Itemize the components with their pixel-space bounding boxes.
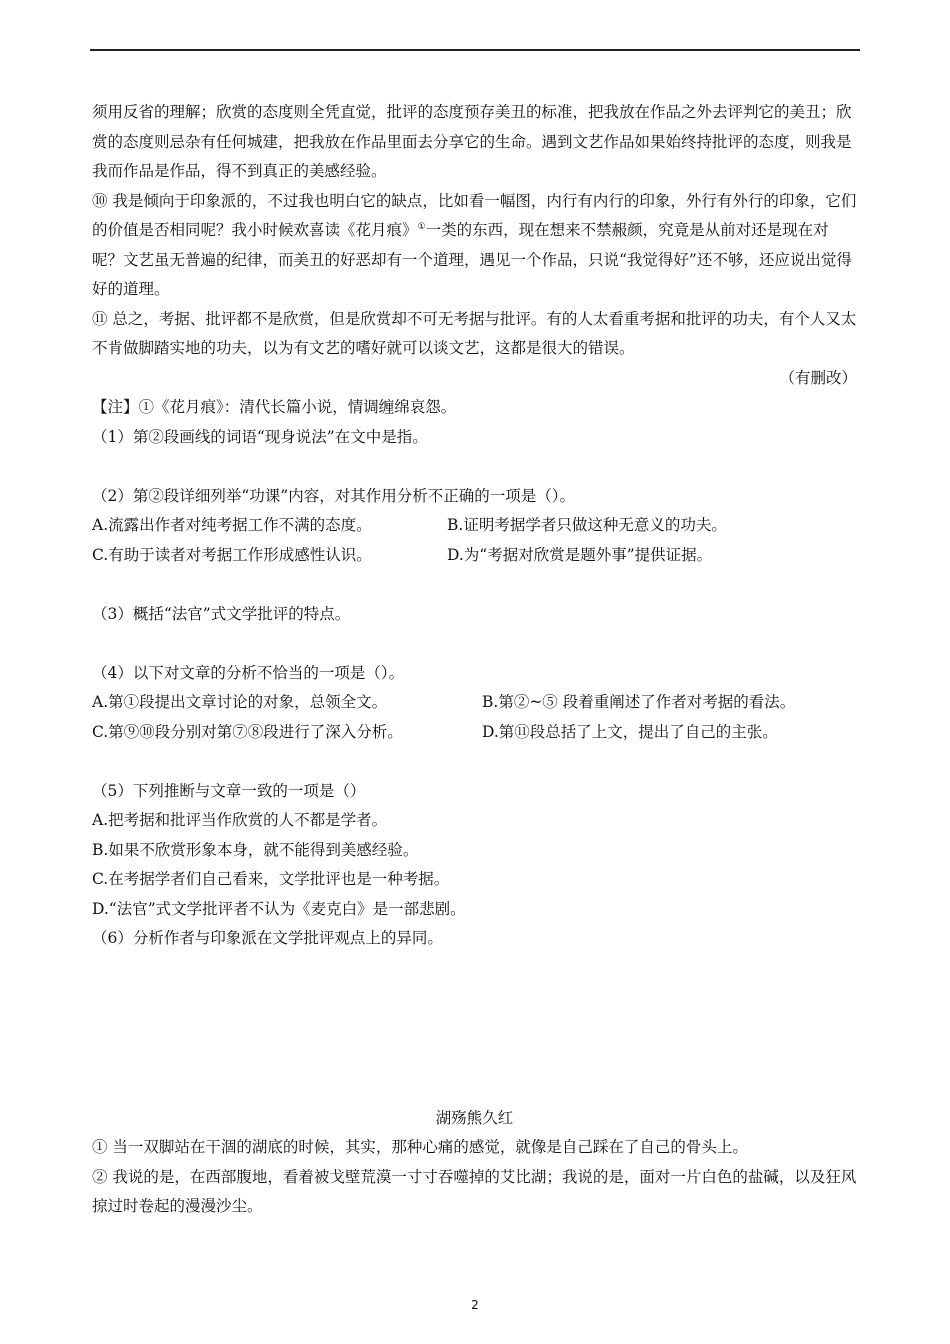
q5-option-a: A.把考据和批评当作欣赏的人不都是学者。: [92, 811, 388, 829]
paragraph-9-continued: 须用反省的理解；欣赏的态度则全凭直觉，批评的态度预存美丑的标准，把我放在作品之外去评判它的美丑；欣赏的态度则忌杂有任何城建，把我放在作品里面去分享它的生命。遇到文艺作品如果始终持批评的态度，则我是我而作品是作品，得不到真正的美感经验。: [92, 103, 852, 180]
article-paragraph-2: ② 我说的是，在西部腹地，看着被戈壁荒漠一寸寸吞噬掉的艾比湖；我说的是，面对一片白色的盐碱，以及狂风掠过时卷起的漫漫沙尘。: [92, 1167, 857, 1215]
paragraph-11: ⑪ 总之，考据、批评都不是欣赏，但是欣赏却不可无考据与批评。有的人太看重考据和批评的功夫，有个人又太不肯做脚踏实地的功夫，以为有文艺的嗜好就可以谈文艺，这都是很大的错误。: [92, 309, 857, 357]
page-number: 2: [471, 1298, 479, 1312]
page-content: [92, 98, 857, 1222]
article-title: 湖殇熊久红: [435, 1108, 514, 1127]
question-1: （1）第②段画线的词语“现身说法”在文中是指。: [92, 427, 428, 446]
footnote: 【注】①《花月痕》：清代长篇小说，情调缠绵哀怨。: [92, 398, 457, 416]
q4-option-b: B.第②~⑤ 段着重阐述了作者对考据的看法。: [482, 693, 796, 711]
q4-option-a: A.第①段提出文章讨论的对象，总领全文。: [92, 693, 388, 711]
paragraph-10-part-a: ⑩ 我是倾向于印象派的，不过我也明白它的缺点，比如看一幅图，内行有内行的印象，外行有外行的印象，它们的价值是否相同呢？我小时候欢喜读《花月痕》: [92, 191, 857, 239]
question-5: （5）下列推断与文章一致的一项是（）: [92, 781, 366, 800]
q2-option-c: C.有助于读者对考据工作形成感性认识。: [92, 545, 372, 564]
header-rule: [90, 49, 860, 51]
q4-option-c: C.第⑨⑩段分别对第⑦⑧段进行了深入分析。: [92, 722, 403, 741]
q2-option-d: D.为“考据对欣赏是题外事”提供证据。: [447, 545, 713, 564]
q2-option-a: A.流露出作者对纯考据工作不满的态度。: [92, 516, 372, 534]
paragraph-10: [92, 187, 857, 305]
q5-option-c: C.在考据学者们自己看来，文学批评也是一种考据。: [92, 870, 450, 888]
question-3: （3）概括“法官”式文学批评的特点。: [92, 604, 351, 623]
q4-option-d: D.第⑪段总括了上文，提出了自己的主张。: [482, 722, 778, 741]
q2-option-b: B.证明考据学者只做这种无意义的功夫。: [447, 516, 727, 534]
question-4: （4）以下对文章的分析不恰当的一项是（）。: [92, 663, 405, 682]
question-2: （2）第②段详细列举“功课”内容，对其作用分析不正确的一项是（）。: [92, 486, 575, 505]
paragraph-10-part-b: 一类的东西，现在想来不禁赧颜，究竟是从前对还是现在对呢？文艺虽无普遍的纪律，而美丑的好恶却有一个道理，遇见一个作品，只说“我觉得好”还不够，还应说出觉得好的道理。: [92, 221, 852, 298]
article-paragraph-1: ① 当一双脚站在干涸的湖底的时候，其实，那种心痛的感觉，就像是自己踩在了自己的骨头上。: [92, 1138, 748, 1156]
source-note: （有删改）: [779, 368, 857, 387]
question-6: （6）分析作者与印象派在文学批评观点上的异同。: [92, 929, 443, 947]
q5-option-b: B.如果不欣赏形象本身，就不能得到美感经验。: [92, 840, 419, 859]
q5-option-d: D.“法官”式文学批评者不认为《麦克白》是一部悲剧。: [92, 899, 466, 918]
footnote-ref: ①: [417, 221, 426, 232]
